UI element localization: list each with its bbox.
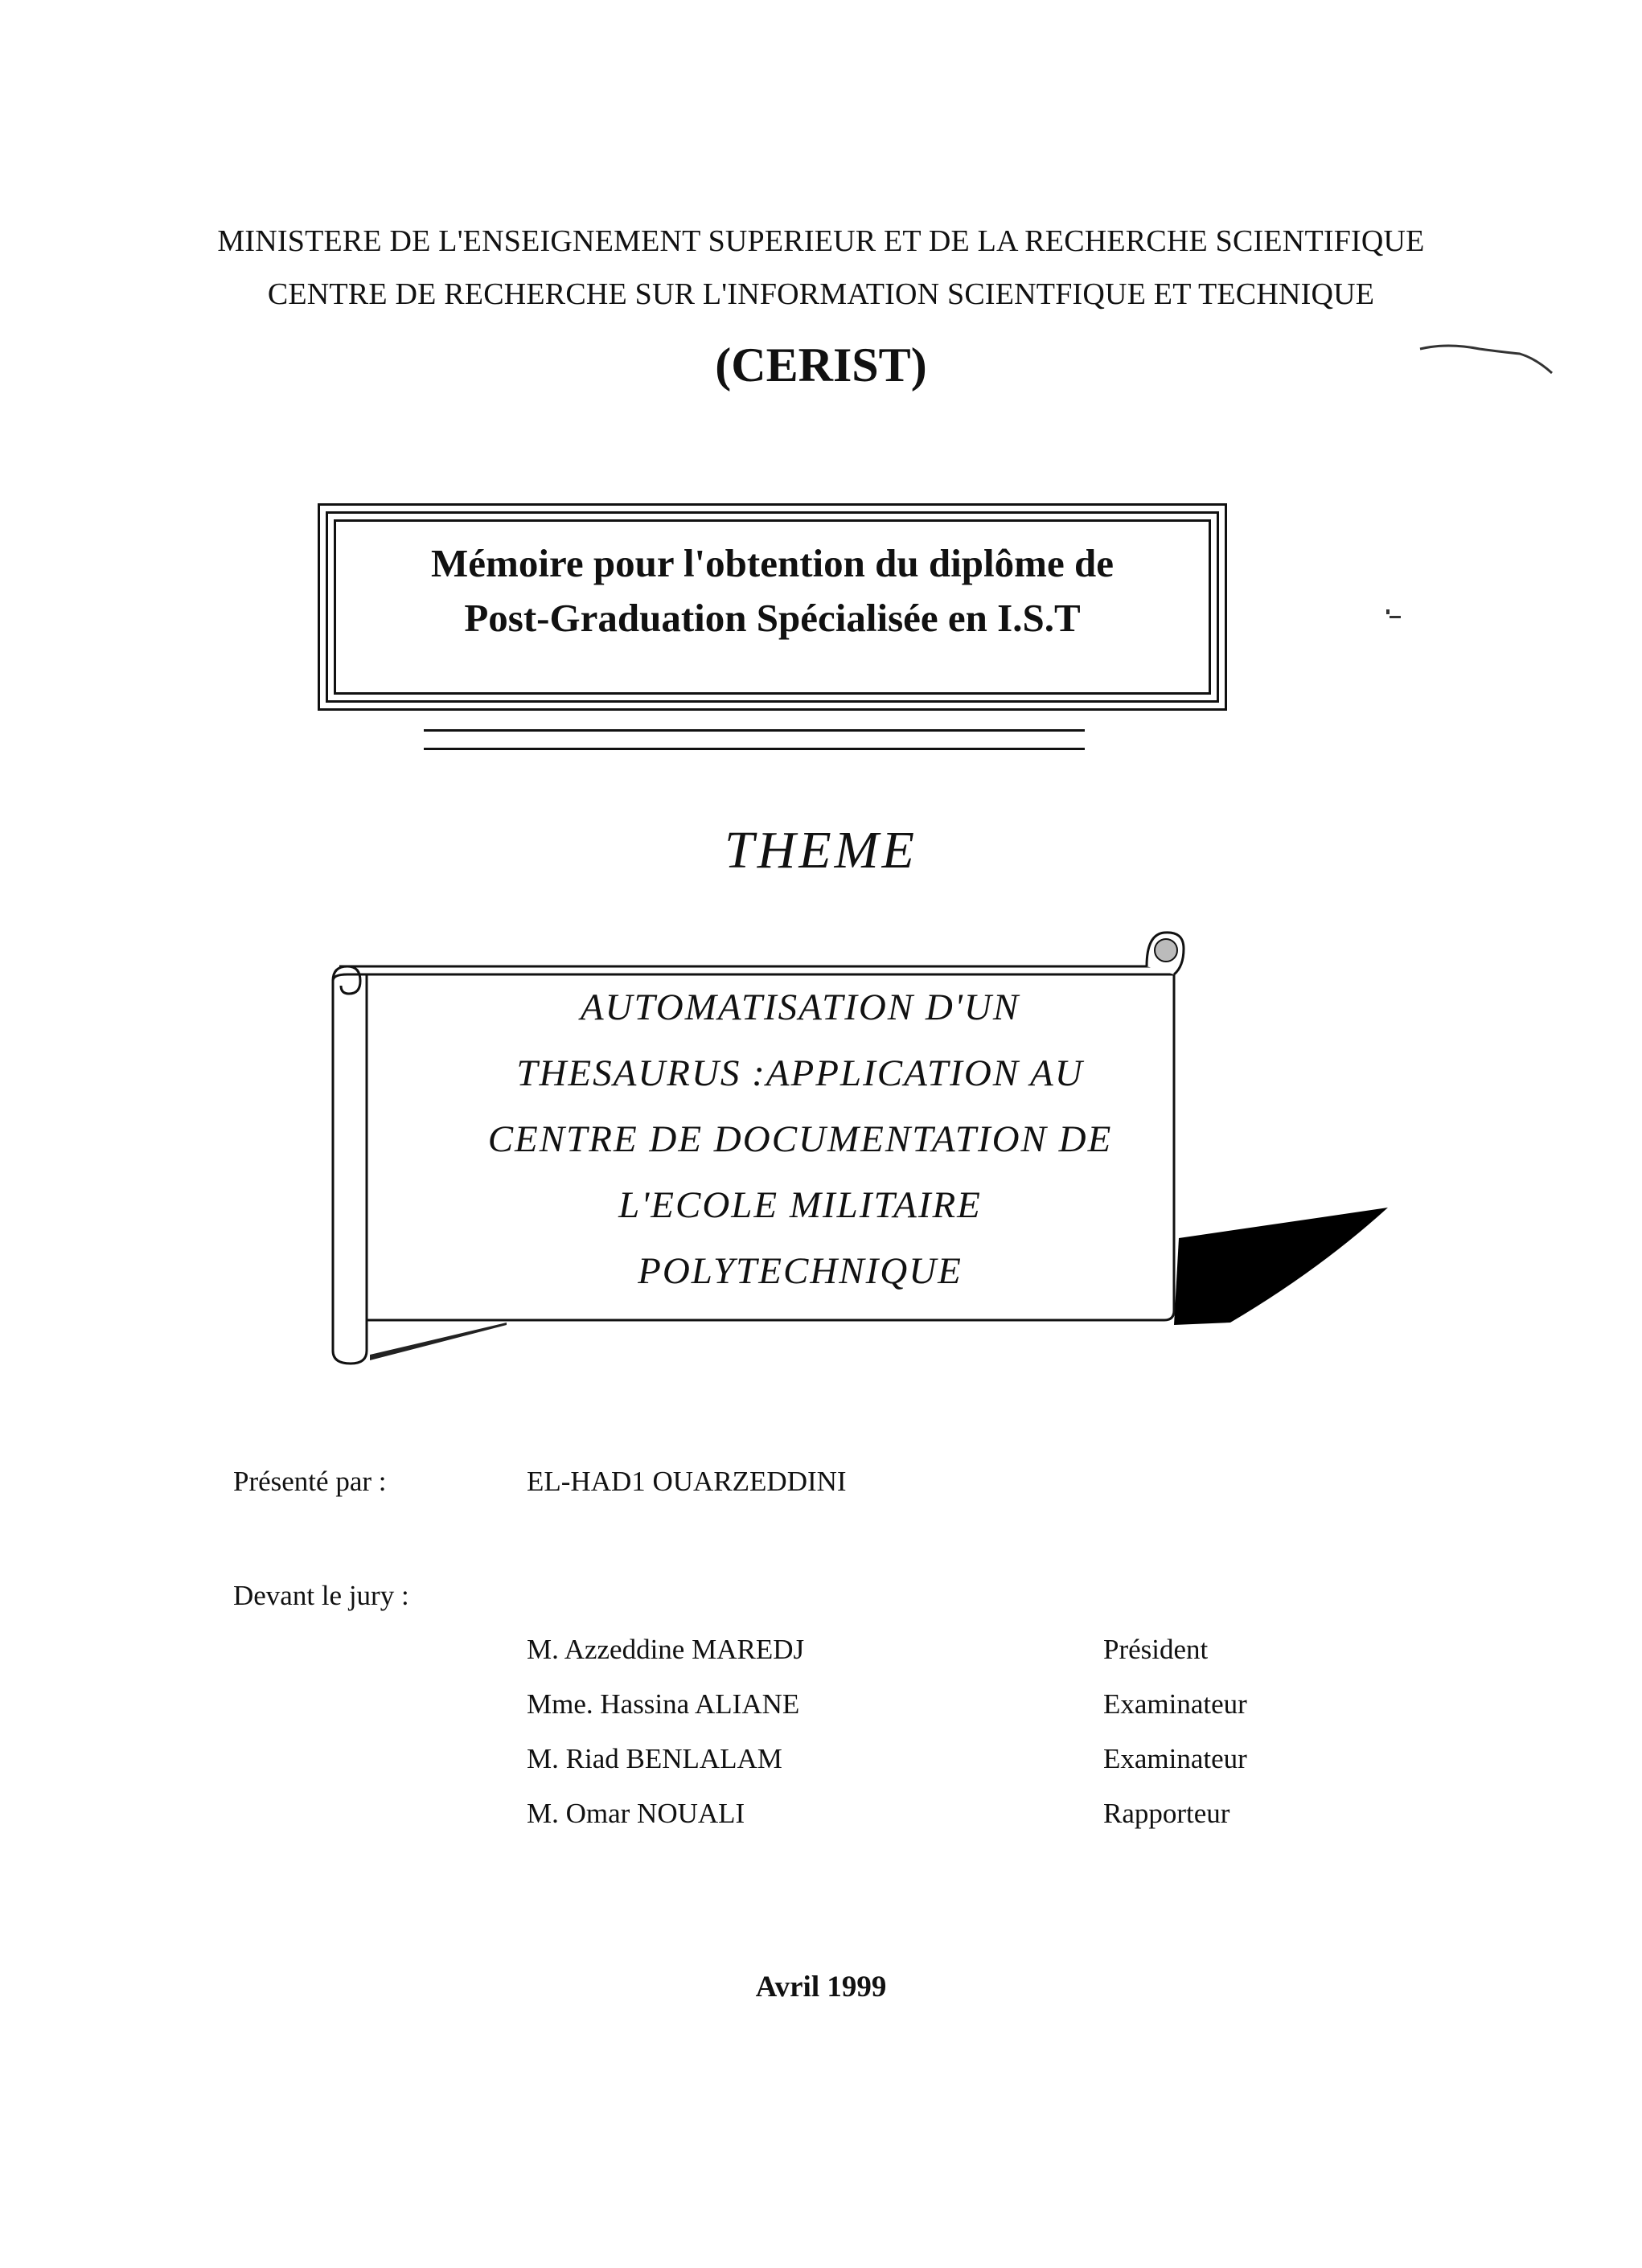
jury-member-role: Président — [1103, 1634, 1209, 1665]
theme-title-line-4: L'ECOLE MILITAIRE — [618, 1184, 982, 1226]
theme-title-line-5: POLYTECHNIQUE — [638, 1250, 963, 1292]
jury-member-name: M. Azzeddine MAREDJ — [527, 1634, 805, 1665]
centre-heading: CENTRE DE RECHERCHE SUR L'INFORMATION SCIENTFIQUE ET TECHNIQUE — [267, 277, 1375, 311]
jury-label: Devant le jury : — [233, 1580, 409, 1611]
theme-title-line-3: CENTRE DE DOCUMENTATION DE — [487, 1118, 1113, 1160]
jury-member-name: M. Omar NOUALI — [527, 1798, 745, 1829]
presenter-name: EL-HAD1 OUARZEDDINI — [527, 1466, 847, 1497]
presenter-label: Présenté par : — [233, 1466, 387, 1497]
diploma-line-2: Post-Graduation Spécialisée en I.S.T — [464, 596, 1081, 640]
jury-member-name: M. Riad BENLALAM — [527, 1743, 782, 1774]
acronym-heading: (CERIST) — [715, 338, 927, 392]
jury-member-role: Examinateur — [1103, 1743, 1247, 1774]
jury-member-role: Rapporteur — [1103, 1798, 1230, 1829]
rule-2 — [424, 748, 1085, 750]
theme-title-line-1: AUTOMATISATION D'UN — [580, 986, 1020, 1028]
diploma-line-1: Mémoire pour l'obtention du diplôme de — [431, 541, 1114, 585]
diploma-box — [318, 503, 1227, 711]
date: Avril 1999 — [755, 1971, 887, 2003]
scan-dot — [1383, 608, 1407, 624]
ministry-heading: MINISTERE DE L'ENSEIGNEMENT SUPERIEUR ET DE LA RECHERCHE SCIENTIFIQUE — [217, 224, 1425, 258]
theme-title — [418, 974, 1182, 1304]
theme-title-line-2: THESAURUS :APPLICATION AU — [516, 1052, 1084, 1094]
rule-1 — [424, 729, 1085, 732]
jury-member-name: Mme. Hassina ALIANE — [527, 1688, 800, 1720]
theme-heading: THEME — [725, 821, 917, 880]
scan-mark — [1415, 338, 1560, 386]
jury-member-role: Examinateur — [1103, 1688, 1247, 1720]
